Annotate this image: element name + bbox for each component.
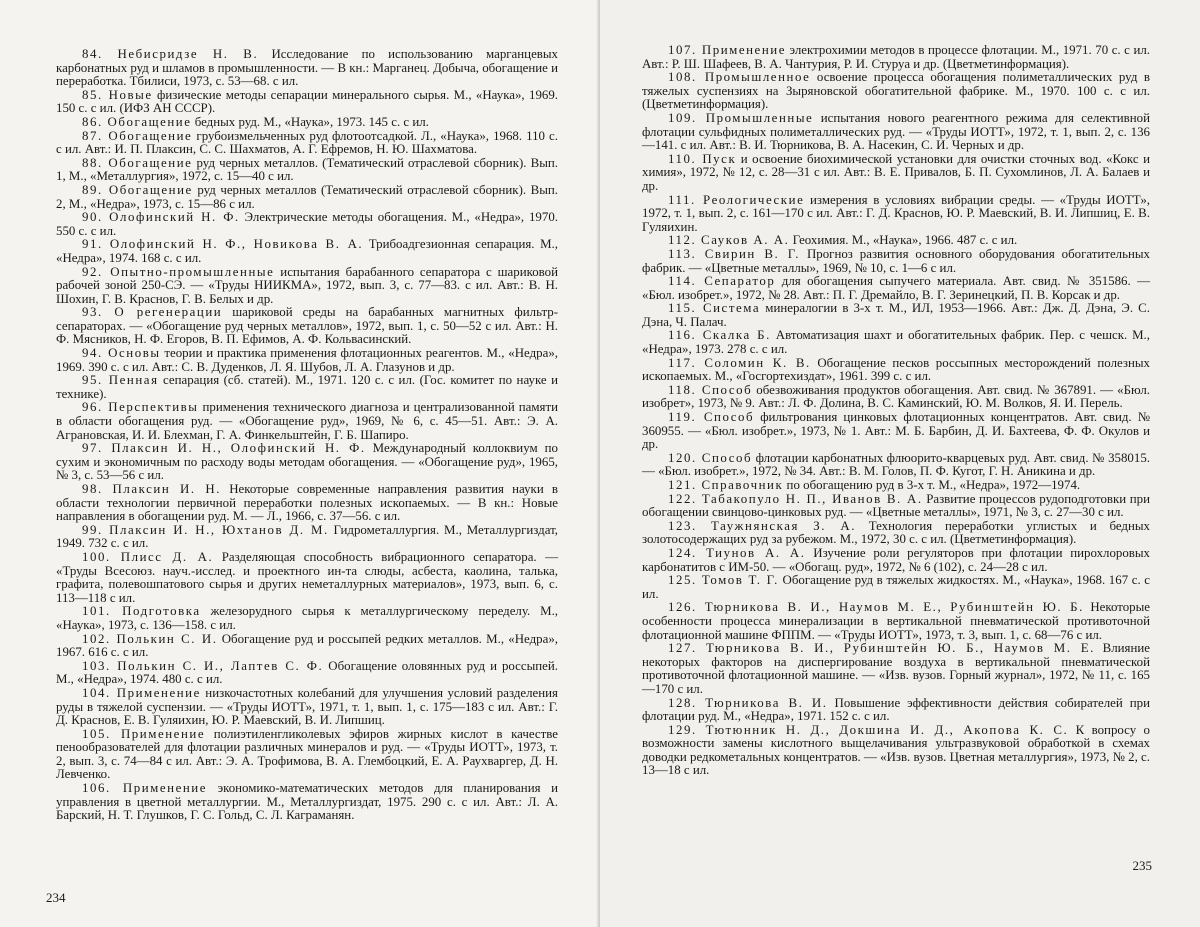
entry-heading: 128. Тюрникова В. И. bbox=[668, 695, 828, 710]
bibliography-entry bbox=[642, 642, 1150, 696]
entry-text: бедных руд. М., «Наука», 1973. 145 с. с ил. bbox=[191, 114, 429, 129]
entry-heading: 93. О регенерации bbox=[82, 305, 223, 320]
entry-text: Геохимия. М., «Наука», 1966. 487 с. с ил. bbox=[789, 233, 1018, 248]
left-bibliography-list bbox=[56, 48, 558, 823]
entry-text: испытания барабанного сепаратора с шариковой рабочей зоной 250-СЭ. — «Труды НИИКМА», 1972, вып. 3, с. 77—83. с ил. Авт.: В. Н. Шохин, Г. В. Краснов, Г. В. Белых и др. bbox=[56, 264, 558, 306]
bibliography-entry bbox=[642, 574, 1150, 601]
entry-text: применения технического диагноза и централизованной памяти в области обогащения руд. — «Обогащение руд», 1969, № 6, с. 45—51. Авт.: Э. А. Аграновская, И. И. Блехман, Г. А. Финкельштейн, Г. Б. Шапиро. bbox=[56, 400, 558, 442]
entry-text: К вопросу о возможности замены кислотного выщелачивания ультразвуковой обработкой в схемах доводки редкометальных концентратов. — «Изв. вузов. Цветная металлургия», 1973, № 2, с. 13—18 с ил. bbox=[642, 722, 1150, 778]
entry-text: измерения в условиях вибрации среды. — «Труды ИОТТ», 1972, т. 1, вып. 2, с. 161—170 с ил. Авт.: Г. Д. Краснов, Ю. Р. Маевский, В. И. Липшиц, Е. В. Гуляихин. bbox=[642, 192, 1150, 234]
bibliography-entry bbox=[56, 116, 558, 130]
entry-text: Прогноз развития основного оборудования обогатительных фабрик. — «Цветные металлы», 1969, № 10, с. 1—6 с ил. bbox=[642, 246, 1150, 275]
entry-heading: 101. Подготовка bbox=[82, 604, 201, 619]
bibliography-entry bbox=[56, 130, 558, 157]
entry-text: полиэтиленгликолевых эфиров жирных кислот в качестве пенообразователей для флотации различных минералов и руд. — «Труды ИОТТ», 1973, т. 2, вып. 3, с. 74—84 с ил. Авт.: Э. А. Трофимова, В. А. Глембоцкий, Е. А. Раухваргер, Д. Н. Левченко. bbox=[56, 726, 558, 782]
entry-heading: 102. Полькин С. И. bbox=[82, 631, 218, 646]
bibliography-entry bbox=[56, 306, 558, 347]
entry-heading: 89. Обогащение bbox=[82, 182, 193, 197]
entry-text: Автоматизация шахт и обогатительных фабрик. Пер. с чешск. М., «Недра», 1973. 278 с. с ил. bbox=[642, 328, 1151, 357]
bibliography-entry bbox=[642, 493, 1150, 520]
entry-heading: 91. Олофинский Н. Ф., Новикова В. А. bbox=[82, 237, 364, 252]
bibliography-entry bbox=[642, 697, 1150, 724]
entry-heading: 95. Пенная bbox=[82, 373, 159, 388]
entry-text: электрохимии методов в процессе флотации. М., 1971. 70 с. с ил. Авт.: Р. Ш. Шафеев, В. А. Чантурия, Р. И. Стуруа и др. (Цветметинформация). bbox=[642, 43, 1150, 71]
bibliography-entry bbox=[642, 601, 1150, 642]
entry-text: низкочастотных колебаний для улучшения условий разделения руды в тяжелой суспензии. — «Труды ИОТТ», 1971, т. 1, вып. 1, с. 175—183 с ил. Авт.: Г. Д. Краснов, Е. В. Гуляихин, Ю. Р. Маевский, В. И. Липшиц. bbox=[56, 685, 558, 728]
entry-text: физические методы сепарации минерального сырья. М., «Наука», 1969. 150 с. с ил. (ИФЗ АН СССР). bbox=[56, 87, 558, 116]
entry-text: сепарация (сб. статей). М., 1971. 120 с. с ил. (Гос. комитет по науке и технике). bbox=[56, 373, 559, 401]
bibliography-entry bbox=[642, 520, 1150, 547]
bibliography-entry bbox=[642, 479, 1150, 493]
entry-heading: 92. Опытно-промышленные bbox=[82, 264, 275, 279]
bibliography-entry bbox=[642, 153, 1150, 194]
bibliography-entry bbox=[642, 248, 1150, 275]
bibliography-entry bbox=[642, 275, 1150, 302]
entry-text: Трибоадгезионная сепарация. М., «Недра», 1974. 168 с. с ил. bbox=[56, 237, 558, 265]
entry-text: испытания нового реагентного режима для селективной флотации сульфидных полиметаллических руд. — «Труды ИОТТ», 1972, т. 1, вып. 2, с. 136—141. с ил. Авт.: В. И. Тюрникова, В. А. Насекин, С. И. Черных и др. bbox=[642, 110, 1150, 153]
bibliography-entry bbox=[642, 44, 1150, 71]
entry-heading: 86. Обогащение bbox=[82, 114, 192, 129]
entry-heading: 114. Сепаратор bbox=[668, 274, 776, 289]
bibliography-entry bbox=[56, 157, 558, 184]
entry-heading: 113. Свирин В. Г. bbox=[668, 246, 801, 261]
entry-text: грубоизмельченных руд флотоотсадкой. Л., «Наука», 1968. 110 с. с ил. Авт.: И. П. Плаксин, С. С. Шахматов, А. Г. Ефремов, Н. Ю. Шахматова. bbox=[56, 128, 559, 157]
bibliography-entry bbox=[642, 547, 1150, 574]
entry-text: обезвоживания продуктов обогащения. Авт. свид. № 367891. — «Бюл. изобрет», 1973, № 9. Авт.: Л. Ф. Долина, В. С. Каминский, Ю. М. Волков, Я. И. Перель. bbox=[642, 382, 1150, 411]
right-page-number: 235 bbox=[1132, 858, 1152, 873]
entry-heading: 116. Скалка Б. bbox=[668, 328, 771, 343]
entry-text: Повышение эффективности действия собирателей при флотации руд. М., «Недра», 1971. 152 с. с ил. bbox=[642, 695, 1150, 724]
entry-heading: 112. Сауков А. А. bbox=[668, 233, 790, 248]
bibliography-entry bbox=[642, 302, 1150, 329]
entry-heading: 108. Промышленное bbox=[668, 70, 811, 85]
right-bibliography-list bbox=[642, 44, 1150, 778]
entry-heading: 90. Олофинский Н. Ф. bbox=[82, 210, 240, 225]
entry-heading: 105. Применение bbox=[82, 726, 206, 741]
entry-text: Международный коллоквиум по сухим и экономичным по расходу воды методам обогащения. — «Обогащение руд», 1965, № 3, с. 53—56 с ил. bbox=[56, 441, 558, 483]
bibliography-entry bbox=[56, 89, 558, 116]
entry-heading: 117. Соломин К. В. bbox=[668, 355, 811, 370]
entry-text: минералогии в 3-х т. М., ИЛ, 1953—1966. Авт.: Дж. Д. Дэна, Э. С. Дэна, Ч. Палач. bbox=[642, 301, 1150, 329]
entry-heading: 119. Способ bbox=[668, 410, 755, 425]
bibliography-entry bbox=[56, 660, 558, 687]
bibliography-entry bbox=[56, 266, 558, 307]
entry-heading: 98. Плаксин И. Н. bbox=[82, 482, 222, 496]
entry-heading: 96. Перспективы bbox=[82, 400, 199, 415]
bibliography-entry bbox=[56, 524, 558, 551]
entry-heading: 88. Обогащение bbox=[82, 155, 193, 170]
entry-heading: 104. Применение bbox=[82, 685, 201, 700]
bibliography-entry bbox=[642, 329, 1150, 356]
entry-text: Гидрометаллургия. М., Металлургиздат, 1949. 732 с. с ил. bbox=[56, 522, 558, 551]
entry-heading: 126. Тюрникова В. И., Наумов М. Е., Рубинштейн Ю. Б. bbox=[668, 600, 1084, 615]
entry-text: Обогащение руд и россыпей редких металлов. М., «Недра», 1967. 616 с. с ил. bbox=[56, 631, 558, 660]
entry-heading: 120. Способ bbox=[668, 450, 753, 465]
entry-heading: 107. Применение bbox=[668, 43, 786, 57]
entry-heading: 123. Таужнянская З. А. bbox=[668, 518, 856, 533]
entry-text: железорудного сырья к металлургическому переделу. М., «Наука», 1973, с. 136—158. с ил. bbox=[56, 604, 559, 632]
bibliography-entry bbox=[56, 483, 558, 524]
bibliography-entry bbox=[642, 71, 1150, 112]
entry-heading: 122. Табакопуло Н. П., Иванов В. А. bbox=[668, 491, 923, 506]
bibliography-entry bbox=[56, 238, 558, 265]
entry-text: и освоение биохимической установки для очистки сточных вод. «Кокс и химия», 1972, № 12, с. 28—31 с ил. Авт.: В. Е. Привалов, Б. П. Сухомлинов, Л. А. Балаев и др. bbox=[642, 151, 1150, 193]
bibliography-entry bbox=[642, 724, 1150, 778]
entry-text: по обогащению руд в 3-х т. М., «Недра», 1972—1974. bbox=[783, 478, 1081, 492]
entry-text: Исследование по использованию марганцевых карбонатных руд и шламов в промышленности. — В кн.: Марганец. Добыча, обогащение и переработка. Тбилиси, 1973, с. 53—68. с ил. bbox=[56, 47, 558, 89]
bibliography-entry bbox=[56, 605, 558, 632]
entry-text: Разделяющая способность вибрационного сепаратора. — «Труды Всесоюз. науч.-исслед. и проектного ин-та слюды, асбеста, каолина, талька, графита, полевошпатового сырья и других неметаллурных материалов», 1973, вып. 6, с. 113—118 с ил. bbox=[56, 549, 558, 605]
entry-heading: 97. Плаксин И. Н., Олофинский Н. Ф. bbox=[82, 441, 366, 456]
entry-heading: 121. Справочник bbox=[668, 478, 784, 492]
bibliography-entry bbox=[56, 633, 558, 660]
entry-text: для обогащения сыпучего материала. Авт. свид. № 351586. — «Бюл. изобрет.», 1972, № 28. Авт.: П. Г. Дремайло, В. Г. Зеринецкий, П. В. Корсак и др. bbox=[642, 274, 1150, 302]
entry-heading: 115. Система bbox=[668, 301, 761, 316]
bibliography-entry bbox=[56, 687, 558, 728]
bibliography-entry bbox=[56, 401, 558, 442]
entry-heading: 109. Промышленные bbox=[668, 110, 814, 125]
bibliography-entry bbox=[642, 234, 1150, 248]
entry-heading: 118. Способ bbox=[668, 382, 753, 397]
entry-heading: 125. Томов Т. Г. bbox=[668, 573, 779, 588]
bibliography-entry bbox=[56, 347, 558, 374]
entry-text: шариковой среды на барабанных магнитных фильтр-сепараторах. — «Обогащение руд черных металлов», 1972, вып. 1, с. 50—52 с ил. Авт.: Н. Ф. Мясников, Н. Ф. Егоров, В. П. Ефимов, А. Ф. Кольвасинский. bbox=[56, 305, 558, 347]
entry-heading: 84. Небисридзе Н. В. bbox=[82, 47, 259, 61]
bibliography-entry bbox=[56, 782, 558, 823]
entry-heading: 100. Плисс Д. А. bbox=[82, 549, 214, 564]
bibliography-entry bbox=[642, 384, 1150, 411]
entry-text: Развитие процессов рудоподготовки при обогащении свинцово-цинковых руд. — «Цветные металлы», 1971, № 3, с. 27—30 с ил. bbox=[642, 491, 1150, 520]
entry-text: Некоторые особенности процесса минерализации в вертикальной пневматической противоточной флотационной машине ФППМ. — «Труды ИОТТ», 1973, т. 3, вып. 1, с. 68—76 с ил. bbox=[642, 600, 1151, 642]
entry-text: Обогащение руд в тяжелых жидкостях. М., «Наука», 1968. 167 с. с ил. bbox=[642, 573, 1150, 601]
entry-text: экономико-математических методов для планирования и управления в цветной металлургии. М., Металлургиздат, 1975. 290 с. с ил. Авт.: Л. А. Барский, Н. Т. Глушков, Г. С. Гольд, С. Л. Каграманян. bbox=[56, 781, 558, 823]
entry-heading: 94. Основы bbox=[82, 346, 161, 361]
entry-heading: 111. Реологические bbox=[668, 192, 805, 207]
entry-text: флотации карбонатных флюорито-кварцевых руд. Авт. свид. № 358015. — «Бюл. изобрет.», 1972, № 34. Авт.: В. М. Голов, П. Ф. Кугот, Г. Н. Аникина и др. bbox=[642, 450, 1150, 479]
entry-heading: 106. Применение bbox=[82, 781, 208, 796]
entry-text: Некоторые современные направления развития науки в области технологии первичной переработки полезных ископаемых. — В кн.: Новые направления в обогащении руд. М. — Л., 1966, с. 37—56. с ил. bbox=[56, 482, 558, 524]
bibliography-entry bbox=[642, 357, 1150, 384]
entry-heading: 127. Тюрникова В. И., Рубинштейн Ю. Б., Наумов М. Е. bbox=[668, 641, 1095, 656]
entry-heading: 87. Обогащение bbox=[82, 128, 193, 143]
bibliography-entry bbox=[56, 442, 558, 483]
entry-heading: 124. Тиунов А. А. bbox=[668, 545, 806, 560]
entry-text: Технология переработки углистых и бедных золотосодержащих руд за рубежом. М., 1972, 30 с. с ил. (Цветметинформация). bbox=[642, 518, 1150, 547]
bibliography-entry bbox=[56, 551, 558, 605]
bibliography-entry bbox=[56, 48, 558, 89]
entry-text: руд черных металлов (Тематический отраслевой сборник). Вып. 2, М., «Недра», 1973, с. 15—86 с ил. bbox=[56, 182, 558, 211]
bibliography-entry bbox=[56, 211, 558, 238]
entry-text: теории и практика применения флотационных реагентов. М., «Недра», 1969. 390 с. с ил. Авт.: С. В. Дуденков, Л. Я. Шубов, Л. А. Глазунов и др. bbox=[56, 346, 558, 374]
bibliography-entry bbox=[56, 728, 558, 782]
bibliography-entry bbox=[56, 184, 558, 211]
entry-text: Обогащение песков россыпных месторождений полезных ископаемых. М., «Госгортехиздат», 1961. 399 с. с ил. bbox=[642, 355, 1150, 384]
entry-heading: 129. Тютюнник Н. Д., Докшина И. Д., Акопова К. С. bbox=[668, 722, 1069, 737]
entry-heading: 99. Плаксин И. Н., Юхтанов Д. М. bbox=[82, 522, 329, 537]
entry-text: Обогащение оловянных руд и россыпей. М., «Недра», 1974. 480 с. с ил. bbox=[56, 658, 558, 687]
entry-heading: 110. Пуск bbox=[668, 151, 737, 166]
entry-text: фильтрования цинковых флотационных концентратов. Авт. свид. № 360955. — «Бюл. изобрет.», 1973, № 1. Авт.: М. Б. Барбин, Д. И. Бахтеева, Ф. Ф. Окулов и др. bbox=[642, 410, 1150, 452]
right-page bbox=[600, 0, 1200, 927]
entry-text: Электрические методы обогащения. М., «Недра», 1970. 550 с. с ил. bbox=[56, 210, 558, 238]
bibliography-entry bbox=[642, 411, 1150, 452]
entry-text: руд черных металлов. (Тематический отраслевой сборник). Вып. 1, М., «Металлургия», 1972, с. 15—40 с ил. bbox=[56, 155, 558, 184]
entry-heading: 103. Полькин С. И., Лаптев С. Ф. bbox=[82, 658, 324, 673]
bibliography-entry bbox=[642, 112, 1150, 153]
bibliography-entry bbox=[642, 452, 1150, 479]
entry-text: освоение процесса обогащения полиметаллических руд в тяжелых суспензиях на Зыряновской обогатительной фабрике. М., 1970. 100 с. с ил. (Цветметинформация). bbox=[642, 70, 1150, 112]
left-page-number: 234 bbox=[46, 890, 66, 905]
entry-text: Влияние некоторых факторов на диспергирование воздуха в вертикальной пневматической противоточной флотационной машине. — «Изв. вузов. Горный журнал», 1972, № 11, с. 165—170 с ил. bbox=[642, 641, 1151, 696]
entry-heading: 85. Новые bbox=[82, 87, 153, 102]
bibliography-entry bbox=[56, 374, 558, 401]
bibliography-entry bbox=[642, 194, 1150, 235]
entry-text: Изучение роли регуляторов при флотации пирохлоровых карбонатитов с ИМ-50. — «Обогащ. руд», 1972, № 6 (102), с. 24—28 с ил. bbox=[642, 545, 1150, 574]
